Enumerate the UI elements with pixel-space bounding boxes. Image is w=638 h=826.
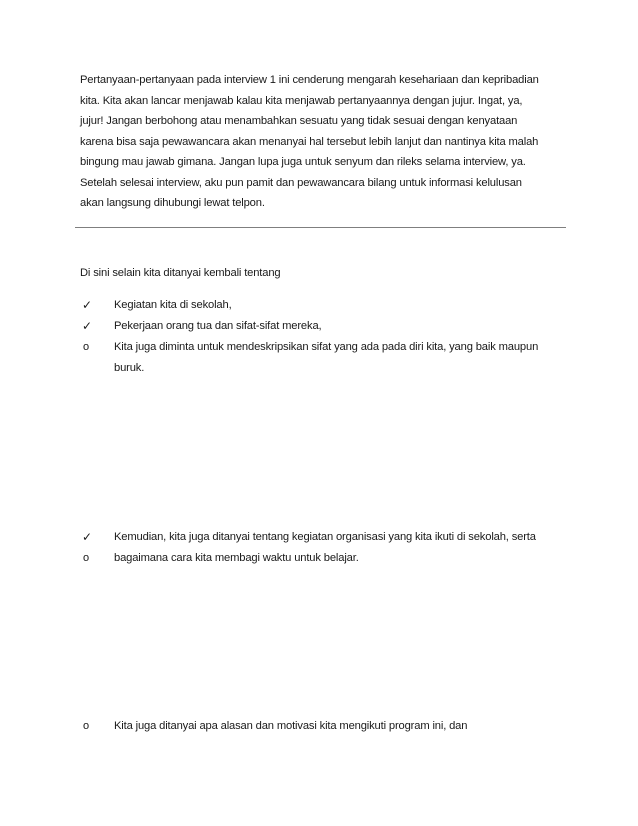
paragraph-line: bingung mau jawab gimana. Jangan lupa juga untuk senyum dan rileks selama interview, ya. [80, 156, 526, 168]
list-item-text: Pekerjaan orang tua dan sifat-sifat mereka, [114, 320, 322, 332]
checkmark-icon: ✓ [82, 319, 92, 333]
list-item-text: Kita juga ditanyai apa alasan dan motivasi kita mengikuti program ini, dan [114, 720, 468, 732]
checkmark-icon: ✓ [82, 298, 92, 312]
section-intro: Di sini selain kita ditanyai kembali tentang [80, 267, 281, 279]
paragraph-line: jujur! Jangan berbohong atau menambahkan sesuatu yang tidak sesuai dengan kenyataan [80, 115, 518, 127]
circle-bullet-icon: o [83, 552, 89, 564]
paragraph-line: Pertanyaan-pertanyaan pada interview 1 ini cenderung mengarah kesehariaan dan kepribadian [80, 74, 539, 86]
paragraph-line: karena bisa saja pewawancara akan menanyai hal tersebut lebih lanjut dan nantinya kita malah [80, 135, 539, 148]
paragraph-line: akan langsung dihubungi lewat telpon. [80, 197, 265, 209]
circle-bullet-icon: o [83, 720, 89, 732]
paragraph-line: kita. Kita akan lancar menjawab kalau kita menjawab pertanyaannya dengan jujur. Ingat, ya, [80, 94, 523, 107]
horizontal-divider [75, 227, 566, 228]
list-item-text: Kita juga diminta untuk mendeskripsikan sifat yang ada pada diri kita, yang baik maupun [114, 341, 539, 353]
checkmark-icon: ✓ [82, 530, 92, 544]
circle-bullet-icon: o [83, 341, 89, 353]
list-item-text: Kegiatan kita di sekolah, [114, 299, 232, 311]
list-item-text: buruk. [114, 362, 145, 374]
interview-paragraph [80, 70, 570, 214]
list-item-text: bagaimana cara kita membagi waktu untuk belajar. [114, 552, 359, 564]
list-item-text: Kemudian, kita juga ditanyai tentang kegiatan organisasi yang kita ikuti di sekolah, serta [114, 531, 536, 543]
paragraph-line: Setelah selesai interview, aku pun pamit dan pewawancara bilang untuk informasi kelulusan [80, 176, 522, 189]
